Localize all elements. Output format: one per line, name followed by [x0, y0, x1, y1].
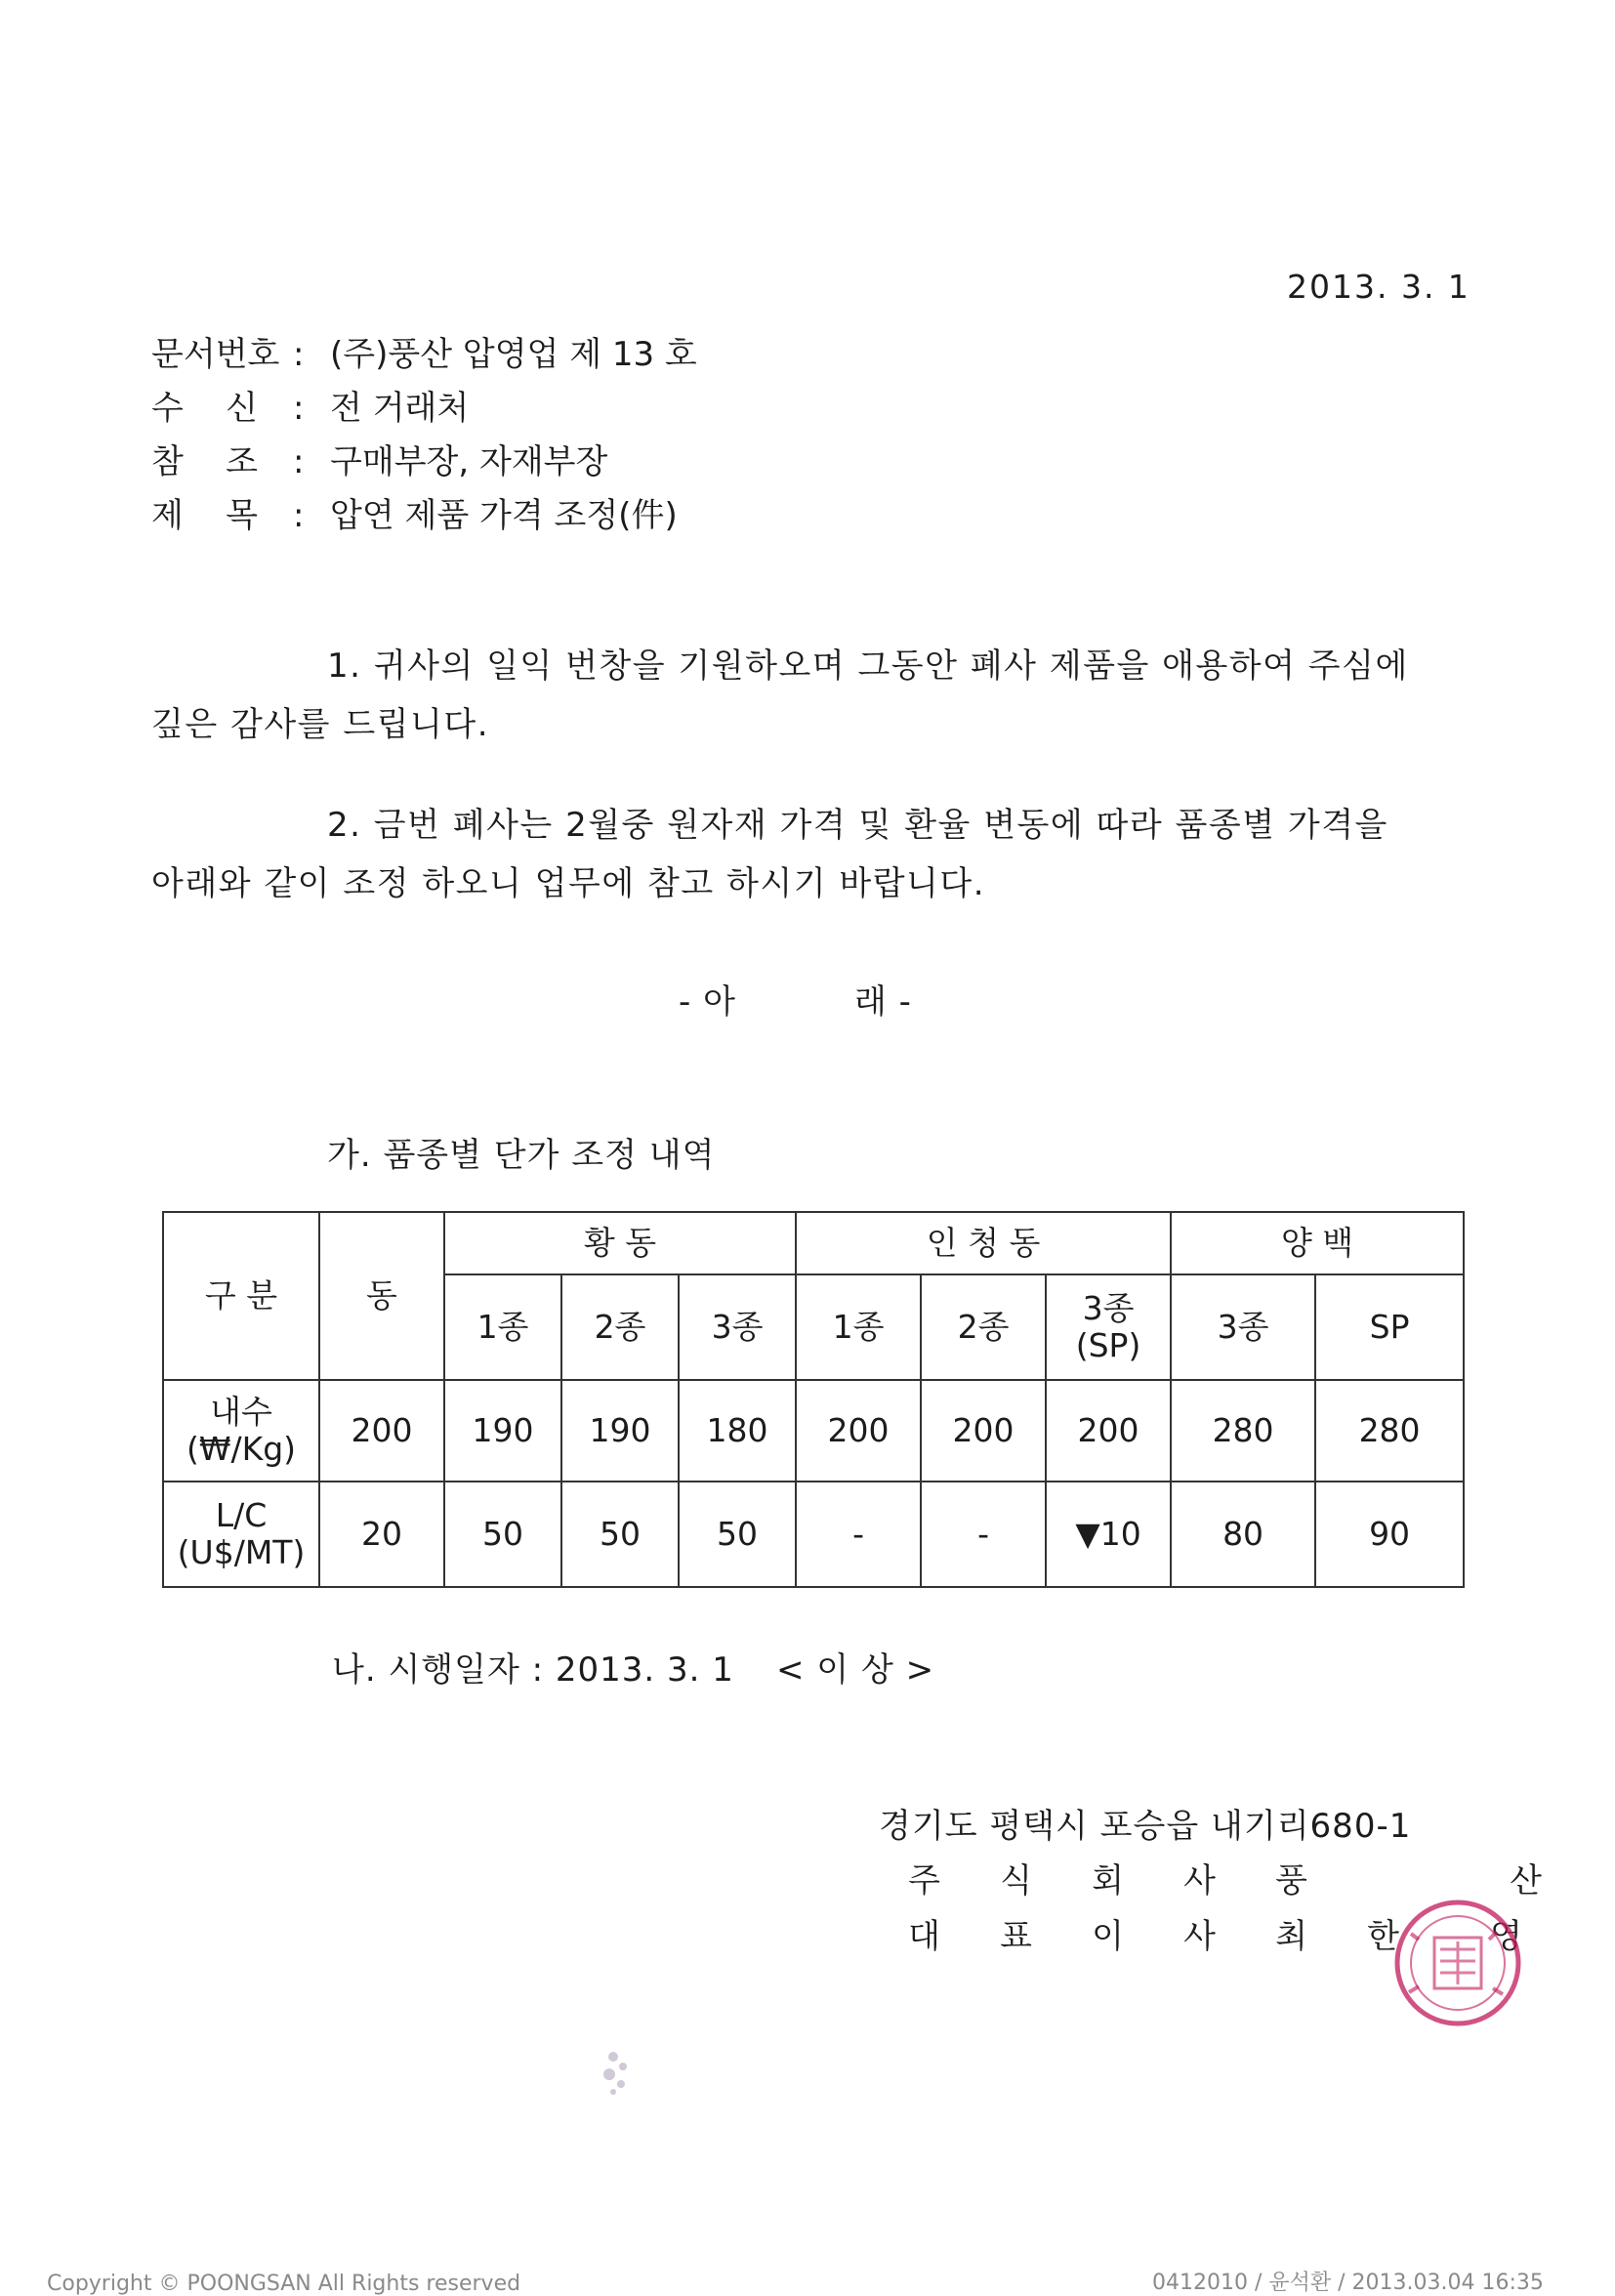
reference-row	[151, 435, 607, 482]
company-seal-icon	[1382, 1895, 1528, 2031]
subheader-cell: 2종	[561, 1274, 679, 1380]
below-heading-left: - 아	[679, 982, 736, 1022]
below-heading-right: 래 -	[854, 982, 912, 1022]
header-copper: 동	[319, 1212, 444, 1380]
section-b-effective-date: 나. 시행일자 : 2013. 3. 1	[332, 1650, 734, 1690]
reference-value: 구매부장, 자재부장	[330, 442, 608, 481]
subheader-cell: 1종	[444, 1274, 561, 1380]
row-label-line-2: (₩/Kg)	[186, 1430, 297, 1468]
copyright-notice: Copyright © POONGSAN All Rights reserved	[47, 2272, 521, 2296]
paragraph-2-line-2: 아래와 같이 조정 하오니 업무에 참고 하시기 바랍니다.	[151, 864, 986, 903]
ceo-char: 대	[908, 1917, 941, 1956]
ceo-char: 영	[1490, 1917, 1523, 1956]
table-cell: 190	[444, 1380, 561, 1482]
row-label	[163, 1380, 319, 1482]
company-name-char: 풍	[1275, 1861, 1308, 1900]
recipient-row	[151, 381, 469, 429]
colon: :	[293, 442, 305, 481]
row-label	[163, 1482, 319, 1587]
doc-number-label: 문서번호	[151, 335, 280, 374]
ceo-char: 사	[1183, 1917, 1217, 1956]
recipient-value: 전 거래처	[330, 389, 470, 428]
end-mark: < 이 상 >	[776, 1650, 935, 1690]
row-label-line-1: L/C	[215, 1496, 268, 1534]
company-address: 경기도 평택시 포승읍 내기리680-1	[879, 1807, 1412, 1846]
table-cell: -	[921, 1482, 1046, 1587]
table-cell: 280	[1171, 1380, 1315, 1482]
company-name-char: 산	[1510, 1861, 1543, 1900]
company-name-char: 식	[1000, 1861, 1033, 1900]
subheader-cell: 3종	[679, 1274, 796, 1380]
table-cell: 180	[679, 1380, 796, 1482]
subject-label: 제 목	[151, 496, 258, 535]
table-cell: 50	[444, 1482, 561, 1587]
table-cell: 50	[679, 1482, 796, 1587]
ceo-char: 최	[1275, 1917, 1308, 1956]
subject-value: 압연 제품 가격 조정(件)	[330, 496, 678, 535]
subheader-cell: 3종	[1171, 1274, 1315, 1380]
table-cell-decrease: ▼10	[1046, 1482, 1171, 1587]
ceo-char: 표	[1000, 1917, 1033, 1956]
subheader-cell: 2종	[921, 1274, 1046, 1380]
subheader-cell: 1종	[796, 1274, 921, 1380]
company-name-char: 회	[1092, 1861, 1125, 1900]
table-row-lc	[163, 1482, 1464, 1587]
header-category: 구 분	[163, 1212, 319, 1380]
table-cell: 200	[1046, 1380, 1171, 1482]
paragraph-1-line-1: 1. 귀사의 일익 번창을 기원하오며 그동안 폐사 제품을 애용하여 주심에	[327, 647, 1409, 686]
doc-number-row	[151, 327, 697, 375]
colon: :	[293, 389, 305, 428]
price-adjustment-table	[162, 1211, 1465, 1588]
ceo-char: 한	[1367, 1917, 1400, 1956]
table-cell: 90	[1315, 1482, 1464, 1587]
table-cell: 50	[561, 1482, 679, 1587]
header-brass: 황 동	[444, 1212, 796, 1274]
colon: :	[293, 335, 305, 374]
table-cell: 80	[1171, 1482, 1315, 1587]
table-cell: 200	[319, 1380, 444, 1482]
table-cell: 20	[319, 1482, 444, 1587]
table-cell: -	[796, 1482, 921, 1587]
subheader-cell: 3종 (SP)	[1046, 1274, 1171, 1380]
table-cell: 280	[1315, 1380, 1464, 1482]
row-label-line-1: 내수	[210, 1393, 272, 1431]
table-cell: 190	[561, 1380, 679, 1482]
document-date: 2013. 3. 1	[1287, 268, 1470, 306]
ceo-char: 이	[1092, 1917, 1125, 1956]
recipient-label: 수 신	[151, 389, 258, 428]
row-label-line-2: (U$/MT)	[177, 1533, 306, 1571]
colon: :	[293, 496, 305, 535]
table-cell: 200	[796, 1380, 921, 1482]
table-cell: 200	[921, 1380, 1046, 1482]
header-phosphor-bronze: 인 청 동	[796, 1212, 1171, 1274]
table-header-row	[163, 1212, 1464, 1274]
subject-row	[151, 488, 678, 536]
subheader-cell: SP	[1315, 1274, 1464, 1380]
paragraph-1-line-2: 깊은 감사를 드립니다.	[151, 705, 490, 744]
doc-number-value: (주)풍산 압영업 제 13 호	[330, 335, 697, 374]
header-nickel-silver: 양 백	[1171, 1212, 1464, 1274]
table-row-domestic	[163, 1380, 1464, 1482]
company-name-char: 주	[908, 1861, 941, 1900]
reference-label: 참 조	[151, 442, 258, 481]
paragraph-2-line-1: 2. 금번 폐사는 2월중 원자재 가격 및 환율 변동에 따라 품종별 가격을	[327, 806, 1388, 845]
print-stamp: 0412010 / 윤석환 / 2013.03.04 16:35	[1152, 2271, 1544, 2295]
section-a-title: 가. 품종별 단가 조정 내역	[327, 1136, 716, 1175]
smudge-mark-icon	[584, 2037, 652, 2106]
company-name-char: 사	[1183, 1861, 1217, 1900]
